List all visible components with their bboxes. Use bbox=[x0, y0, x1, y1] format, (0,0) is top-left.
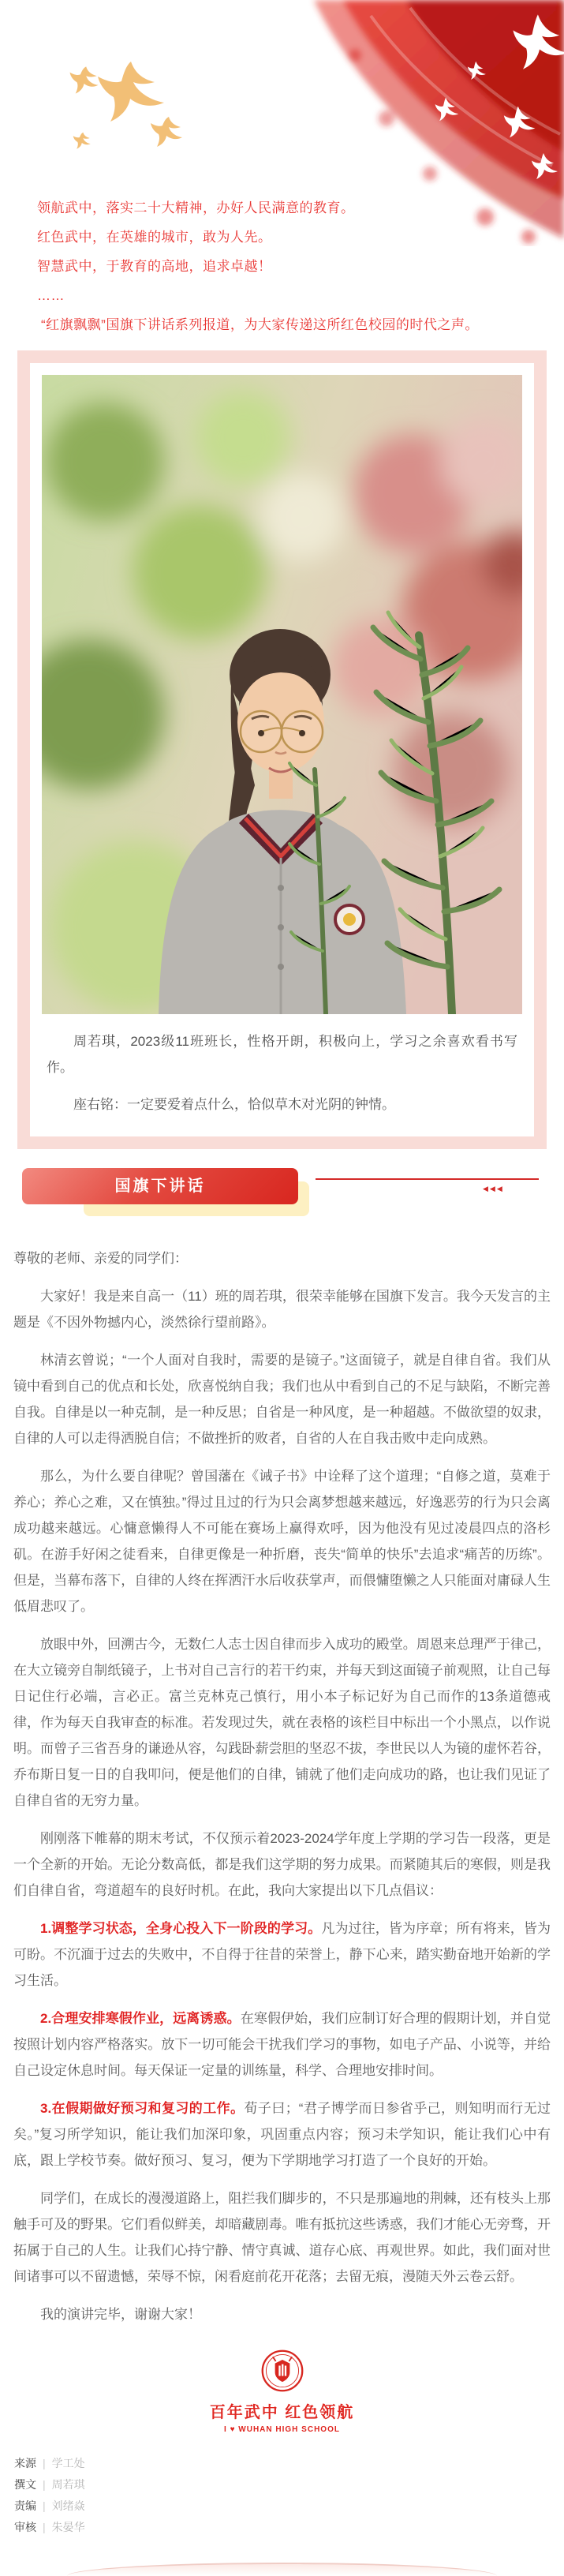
gold-doves-icon bbox=[69, 55, 196, 158]
footer-subtitle: I ♥ WUHAN HIGH SCHOOL bbox=[224, 2425, 340, 2434]
speech-paragraph: 放眼中外，回溯古今，无数仁人志士因自律而步入成功的殿堂。周恩来总理严于律己，在大立镜旁自制纸镜子，上书对自己言行的若干约束，并每天到这面镜子前观照，让自己每日记住行必端，言必正。富兰克林克己慎行，用小本子标记好为自己而作的13条道德戒律，作为每天自我审查的标准。若发现过失，就在表格的该栏目中标出一个小黑点，以作说明。而曾子三省吾身的谦逊从容，勾践卧薪尝胆的坚忍不拔，李世民以人为镜的虚怀若谷，乔布斯日复一日的自我叩问，便是他们的自律，铺就了他们走向成功的路，也让我们见证了自律自省的无穷力量。 bbox=[13, 1637, 551, 1808]
triple-arrow-icon: ◀◀◀ bbox=[483, 1185, 504, 1193]
proposal-lead: 3.在假期做好预习和复习的工作。 bbox=[40, 2101, 245, 2116]
photo-caption: 周若琪，2023级11班班长，性格开朗，积极向上，学习之余喜欢看书写作。 bbox=[47, 1034, 517, 1075]
profile-card-inner bbox=[30, 363, 534, 1136]
slogan-ellipsis: …… bbox=[37, 288, 65, 303]
slogan-line: 智慧武中，于教育的高地，追求卓越！ bbox=[37, 259, 272, 274]
slogan-line: 红色武中，在英雄的城市，敢为人先。 bbox=[37, 230, 272, 245]
speech-paragraph: 林清玄曾说；“一个人面对自我时，需要的是镜子。”这面镜子，就是自律自省。我们从镜中看到自己的优点和长处，欣喜悦纳自我；我们也从中看到自己的不足与缺陷，不断完善自我。自律是以一种克制，是一种反思；自省是一种风度，是一种超越。不做欲望的奴隶，自律的人可以走得洒脱自信；不做挫折的败者，自省的人在自我击败中走向成熟。 bbox=[13, 1353, 551, 1446]
speech-paragraph: 那么，为什么要自律呢？曾国藩在《诫子书》中诠释了这个道理；“自修之道，莫难于养心；养心之难，又在慎独。”得过且过的行为只会离梦想越来越远，好逸恶劳的行为只会离成功越来越远。心慵意懒得人不可能在赛场上赢得欢呼，因为他没有见过凌晨四点的洛杉矶。在游手好闲之徒看来，自律更像是一种折磨，丧失“简单的快乐”去追求“痛苦的历练”。但是，当幕布落下，自律的人终在挥洒汗水后收获掌声，而偎慵堕懒之人只能面对庸碌人生低眉悲叹了。 bbox=[13, 1469, 551, 1614]
footer-slogan: 百年武中 红色领航 bbox=[209, 2404, 355, 2421]
proposal-body: 凡为过往，皆为序章；所有将来，皆为可盼。不沉湎于过去的失败中，不自得于往昔的荣誉上，静下心来，踏实勤奋地开始新的学习生活。 bbox=[13, 1921, 551, 1988]
bottom-decoration bbox=[67, 2563, 497, 2576]
credit-reviewer: 审核 | 朱晏华 bbox=[14, 2521, 85, 2533]
proposal-item bbox=[13, 1915, 551, 1994]
proposal-item bbox=[13, 2095, 551, 2174]
school-emblem-icon bbox=[260, 2348, 305, 2394]
divider-line bbox=[316, 1178, 539, 1180]
student-photo bbox=[42, 375, 522, 1014]
slogan-line: 领航武中，落实二十大精神，办好人民满意的教育。 bbox=[37, 200, 355, 215]
section-title: 国旗下讲话 bbox=[114, 1178, 206, 1195]
credit-editor: 责编 | 刘绪焱 bbox=[14, 2499, 85, 2512]
section-header bbox=[0, 1168, 564, 1219]
photo-motto: 座右铭：一定要爱着点什么，恰似草木对光阴的钟情。 bbox=[73, 1097, 395, 1112]
speech-body bbox=[0, 1245, 564, 2327]
section-title-banner bbox=[22, 1168, 298, 1204]
credit-source: 来源 | 学工处 bbox=[14, 2457, 85, 2469]
credit-author: 撰文 | 周若琪 bbox=[14, 2478, 85, 2491]
credits-list bbox=[0, 2453, 564, 2538]
red-brush-decoration bbox=[300, 0, 564, 246]
speech-closing: 同学们，在成长的漫漫道路上，阻拦我们脚步的，不只是那遍地的荆棘，还有枝头上那触手可及的野果。它们看似鲜美，却暗藏剧毒。唯有抵抗这些诱惑，我们才能心无旁骛，开拓属于自己的人生。让我们心持宁静、情守真诚、道存心底、再观世界。如此，我们面对世间诸事可以不留遗憾，荣辱不惊，闲看庭前花开花落；去留无痕，漫随天外云卷云舒。 bbox=[13, 2191, 551, 2284]
speech-paragraph: 大家好！我是来自高一（11）班的周若琪，很荣幸能够在国旗下发言。我今天发言的主题是《不因外物撼内心，淡然徐行望前路》。 bbox=[13, 1289, 551, 1330]
proposal-lead: 2.合理安排寒假作业，远离诱惑。 bbox=[40, 2011, 241, 2026]
student-profile-card bbox=[17, 350, 547, 1149]
speech-thanks: 我的演讲完毕，谢谢大家！ bbox=[40, 2307, 201, 2322]
slogan-line: “红旗飘飘”国旗下讲话系列报道，为大家传递这所红色校园的时代之声。 bbox=[41, 317, 479, 332]
proposal-body: 在寒假伊始，我们应制订好合理的假期计划，并自觉按照计划内容严格落实。放下一切可能会干扰我们学习的事物，如电子产品、小说等，并给自己设定休息时间。每天保证一定量的训练量，科学、合理地安排时间。 bbox=[13, 2011, 551, 2078]
proposal-body: 荀子曰；“君子博学而日参省乎己，则知明而行无过矣。”复习所学知识，能让我们加深印象，巩固重点内容；预习未学知识，能让我们心中有底，跟上学校节奏。做好预习、复习，便为下学期地学习打造了一个良好的开始。 bbox=[13, 2101, 551, 2168]
proposal-item bbox=[13, 2005, 551, 2084]
proposal-lead: 1.调整学习状态，全身心投入下一阶段的学习。 bbox=[40, 1921, 322, 1936]
salutation: 尊敬的老师、亲爱的同学们： bbox=[13, 1251, 188, 1266]
speech-paragraph: 刚刚落下帷幕的期末考试，不仅预示着2023-2024学年度上学期的学习告一段落，更是一个全新的开始。无论分数高低，都是我们这学期的努力成果。而紧随其后的寒假，则是我们自律自省，弯道超车的良好时机。在此，我向大家提出以下几点倡议： bbox=[13, 1831, 551, 1898]
header-decoration bbox=[0, 0, 564, 193]
footer bbox=[0, 2348, 564, 2538]
